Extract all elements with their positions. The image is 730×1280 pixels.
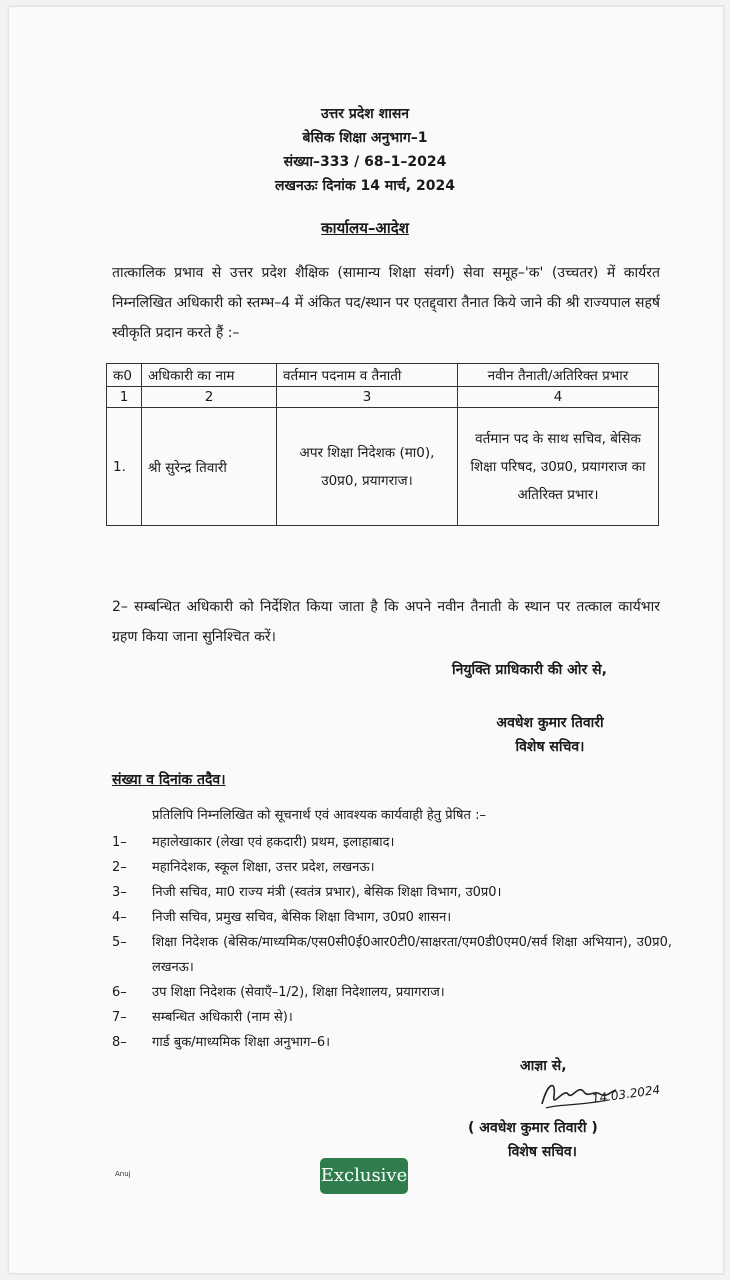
row-sno: 1. [107,408,142,526]
copy-intro: प्रतिलिपि निम्नलिखित को सूचनार्थ एवं आवश्यक कार्यवाही हेतु प्रेषित :– [152,808,486,823]
list-item: 7– सम्बन्धित अधिकारी (नाम से)। [112,1010,293,1025]
order-signatory-name: ( अवधेश कुमार तिवारी ) [468,1120,598,1136]
page-title: कार्यालय–आदेश [321,219,409,237]
header-reference-number: संख्या–333 / 68–1–2024 [283,154,447,170]
list-item: 5– शिक्षा निदेशक (बेसिक/माध्यमिक/एस0सी0ई0आर0टी0/साक्षरता/एम0डी0एम0/सर्व शिक्षा अभियान), उ0प्र0, लखनऊ। [112,935,672,975]
row-officer-name: श्री सुरेन्द्र तिवारी [142,408,277,526]
table-header-row [107,364,659,387]
signature-date: 14.03.2024 [591,1082,662,1106]
posting-table [106,363,659,526]
authority-line: नियुक्ति प्राधिकारी की ओर से, [452,662,607,678]
col-number: 1 [107,387,142,408]
list-item: 3– निजी सचिव, मा0 राज्य मंत्री (स्वतंत्र प्रभार), बेसिक शिक्षा विभाग, उ0प्र0। [112,885,502,900]
header-current-post: वर्तमान पदनाम व तैनाती [277,364,458,387]
list-item: 1– महालेखाकार (लेखा एवं हकदारी) प्रथम, इलाहाबाद। [112,835,395,850]
col-number: 3 [277,387,458,408]
table-row [107,408,659,526]
table-number-row [107,387,659,408]
signatory-name: अवधेश कुमार तिवारी [496,715,604,731]
copy-heading: संख्या व दिनांक तदैव। [112,772,226,788]
row-current-post: अपर शिक्षा निदेशक (मा0), उ0प्र0, प्रयागराज। [277,408,458,526]
header-sno: क0 [107,364,142,387]
typist-initial: Anuj [115,1170,131,1178]
list-item: 2– महानिदेशक, स्कूल शिक्षा, उत्तर प्रदेश, लखनऊ। [112,860,375,875]
intro-paragraph: तात्कालिक प्रभाव से उत्तर प्रदेश शैक्षिक (सामान्य शिक्षा संवर्ग) सेवा समूह–'क' (उच्चतर) में कार्यरत निम्नलिखित अधिकारी को स्तम्भ–4 में अंकित पद/स्थान पर एतद्द्वारा तैनात किये जाने की श्री राज्यपाल सहर्ष स्वीकृति प्रदान करते हैं :– [112,265,660,341]
col-number: 4 [458,387,659,408]
header-date: लखनऊः दिनांक 14 मार्च, 2024 [275,178,455,194]
header-new-post: नवीन तैनाती/अतिरिक्त प्रभार [458,364,659,387]
exclusive-badge: Exclusive [320,1158,408,1194]
header-government: उत्तर प्रदेश शासन [320,106,410,122]
header-department: बेसिक शिक्षा अनुभाग–1 [302,130,428,146]
instruction-paragraph: 2– सम्बन्धित अधिकारी को निर्देशित किया जाता है कि अपने नवीन तैनाती के स्थान पर तत्काल कार्यभार ग्रहण किया जाना सुनिश्चित करें। [112,599,660,645]
list-item: 4– निजी सचिव, प्रमुख सचिव, बेसिक शिक्षा विभाग, उ0प्र0 शासन। [112,910,452,925]
copy-list [112,830,672,1055]
signatory-designation: विशेष सचिव। [515,739,585,755]
order-label: आज्ञा से, [520,1058,567,1074]
col-number: 2 [142,387,277,408]
order-signatory-designation: विशेष सचिव। [508,1144,577,1160]
list-item: 6– उप शिक्षा निदेशक (सेवाएँ–1/2), शिक्षा निदेशालय, प्रयागराज। [112,985,445,1000]
row-new-post: वर्तमान पद के साथ सचिव, बेसिक शिक्षा परिषद, उ0प्र0, प्रयागराज का अतिरिक्त प्रभार। [458,408,659,526]
header-name: अधिकारी का नाम [142,364,277,387]
list-item: 8– गार्ड बुक/माध्यमिक शिक्षा अनुभाग–6। [112,1035,331,1050]
